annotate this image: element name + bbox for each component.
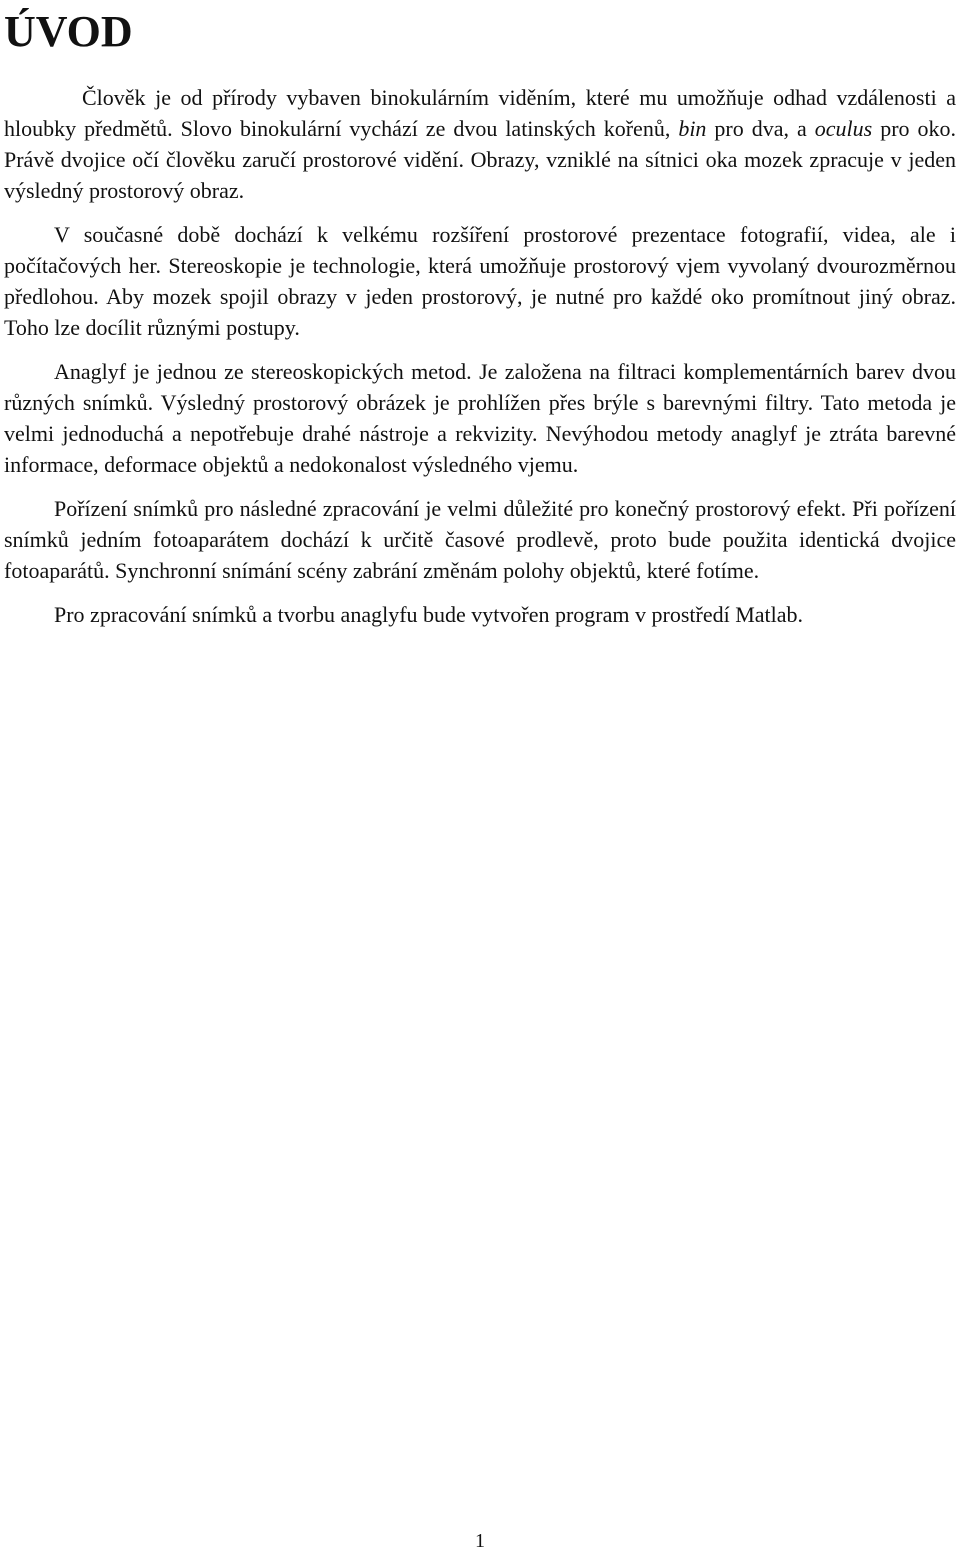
paragraph-intro (4, 82, 956, 206)
paragraph-matlab: Pro zpracování snímků a tvorbu anaglyfu bude vytvořen program v prostředí Matlab. (54, 602, 804, 627)
page-number: 1 (475, 1530, 485, 1552)
paragraph-stereoscopy: V současné době dochází k velkému rozšíření prostorové prezentace fotografií, videa, ale i počítačových her. Stereoskopie je technologie, která umožňuje prostorový vjem vyvolaný dvourozměrnou předlohou. Aby mozek spojil obrazy v jeden prostorový, je nutné pro každé oko promítnout jiný obraz. Toho lze docílit různými postupy. (4, 222, 956, 340)
term-oculus: oculus (814, 116, 873, 141)
paragraph-anaglyph: Anaglyf je jednou ze stereoskopických metod. Je založena na filtraci komplementárních barev dvou různých snímků. Výsledný prostorový obrázek je prohlížen přes brýle s barevnými filtry. Tato metoda je velmi jednoduchá a nepotřebuje drahé nástroje a rekvizity. Nevýhodou metody anaglyf je ztráta barevné informace, deformace objektů a nedokonalost výsledného vjemu. (4, 359, 956, 477)
body-text (4, 82, 956, 643)
paragraph-intro-mid: pro dva, a (706, 116, 815, 141)
paragraph-intro-lead: Člověk je od přírody vybaven binokulárním viděním, které mu umožňuje odhad vzdálenosti a hloubky předmětů. Slovo binokulární vychází ze dvou latinských kořenů, (4, 85, 956, 141)
term-bin: bin (678, 116, 707, 141)
paragraph-capture: Pořízení snímků pro následné zpracování je velmi důležité pro konečný prostorový efekt. Při pořízení snímků jedním fotoaparátem dochází k určitě časové prodlevě, proto bude použita identická dvojice fotoaparátů. Synchronní snímání scény zabrání změnám polohy objektů, které fotíme. (4, 496, 956, 583)
paragraph-intro-tail: pro oko. Právě dvojice očí člověku zaručí prostorové vidění. Obrazy, vzniklé na sítnici oka mozek zpracuje v jeden výsledný prostorový obraz. (4, 116, 957, 203)
page-title: ÚVOD (4, 7, 133, 56)
